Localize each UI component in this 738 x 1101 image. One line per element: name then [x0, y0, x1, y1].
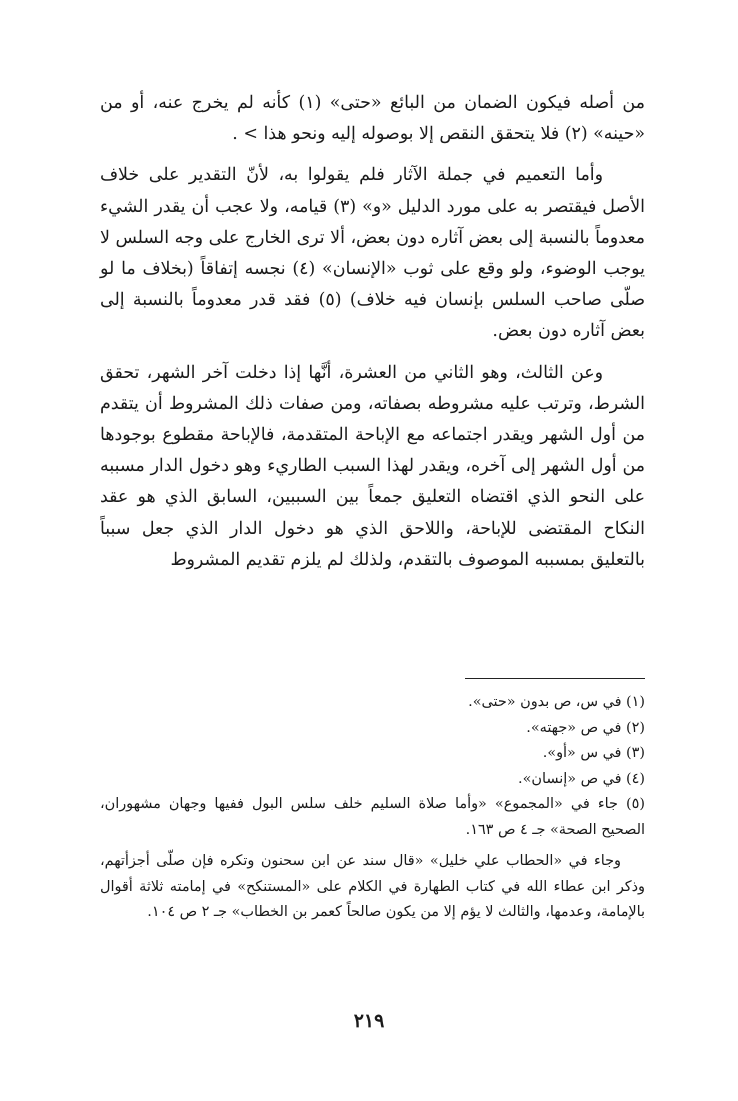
main-text — [100, 88, 645, 586]
paragraph: من أصله فيكون الضمان من البائع «حتى» (١) كأنه لم يخرج عنه، أو من «حينه» (٢) فلا يتحقق النقص إلا بوصوله إليه ونحو هذا > . — [100, 93, 645, 145]
footnote: (١) في س، ص بدون «حتى». — [468, 694, 645, 710]
paragraph: وأما التعميم في جملة الآثار فلم يقولوا به، لأنّ التقدير على خلاف الأصل فيقتصر به على مورد الدليل «و» (٣) قيامه، ولا عجب أن يقدر الشيء معدوماً بالنسبة إلى بعض آثاره دون بعض، ألا ترى الخارج على وجه السلس لا يوجب الوضوء، ولو وقع على ثوب «الإنسان» (٤) نجسه إتفاقاً (بخلاف ما لو صلّى صاحب السلس بإنسان فيه خلاف) (٥) فقد قدر معدوماً بالنسبة إلى بعض آثاره دون بعض. — [100, 165, 645, 342]
footnotes — [100, 690, 645, 926]
footnote: (٤) في ص «إنسان». — [518, 770, 645, 787]
footnote: (٣) في س «أو». — [542, 745, 645, 761]
footnote: (٢) في ص «جهته». — [526, 719, 645, 736]
footnote: (٥) جاء في «المجموع» «وأما صلاة السليم خلف سلس البول ففيها وجهان مشهوران، الصحيح الصحة» جـ ٤ ص ١٦٣. — [100, 796, 645, 838]
footnote-continuation: وجاء في «الحطاب علي خليل» «قال سند عن ابن سحنون وتكره فإن صلّى أجزأتهم، وذكر ابن عطاء الله في كتاب الطهارة في الكلام على «المستنكح» في إمامته ثلاثة أقوال بالإمامة، وعدمها، والثالث لا يؤم إلا من يكون صالحاً كعمر بن الخطاب» جـ ٢ ص ١٠٤. — [100, 853, 645, 920]
paragraph: وعن الثالث، وهو الثاني من العشرة، أنَّها إذا دخلت آخر الشهر، تحقق الشرط، وترتب عليه مشروطه بصفاته، ومن صفات ذلك المشروط أن يتقدم من أول الشهر ويقدر اجتماعه مع الإباحة المتقدمة، فالإباحة مقطوع بوجودها من أول الشهر إلى آخره، ويقدر لهذا السبب الطاريء وهو دخول الدار مسببه على النحو الذي اقتضاه التعليق جمعاً بين السببين، السابق الذي هو عقد النكاح المقتضى للإباحة، واللاحق الذي هو دخول الدار الذي جعل سبباً بالتعليق بمسببه الموصوف بالتقدم، ولذلك لم يلزم تقديم المشروط — [100, 362, 645, 570]
page-number: ٢١٩ — [353, 1010, 385, 1032]
footnote-separator — [465, 678, 645, 679]
